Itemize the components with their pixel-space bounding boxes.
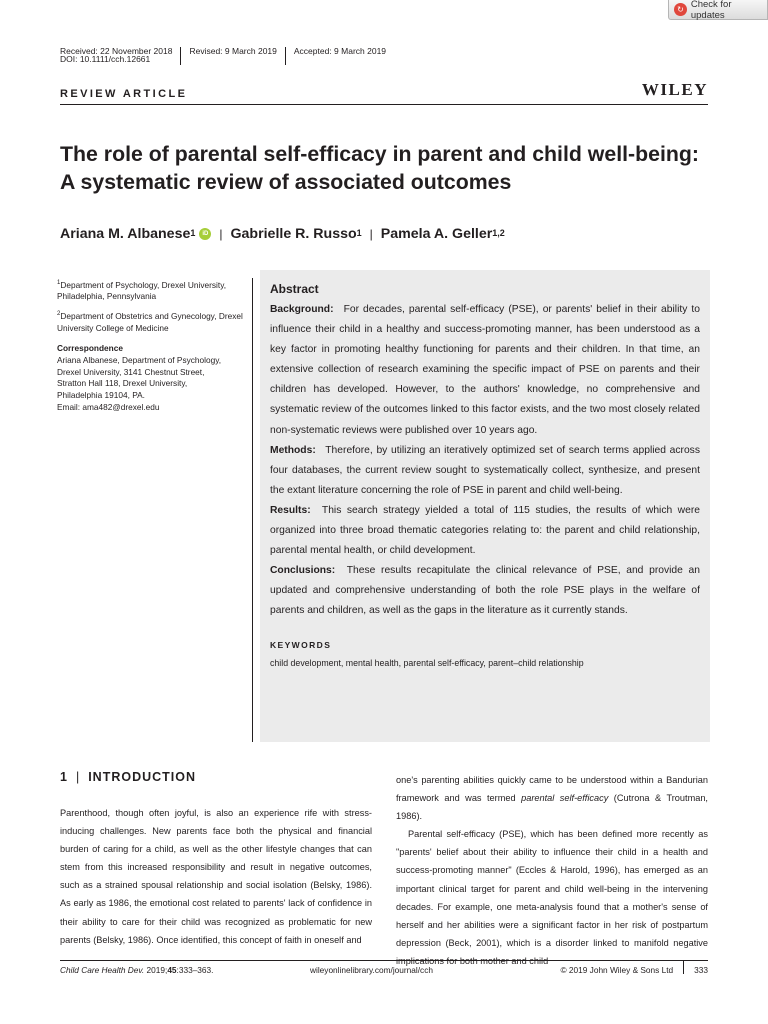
abstract-results (270, 501, 700, 561)
section-label: Background: (270, 304, 334, 315)
author-name[interactable]: Ariana M. Albanese (60, 226, 191, 242)
correspondence-email[interactable]: Email: ama482@drexel.edu (57, 401, 160, 412)
section-number: 1 (60, 770, 68, 784)
page-footer (60, 965, 708, 975)
keywords-list: child development, mental health, parental self-efficacy, parent–child relationship (270, 657, 584, 668)
section-label: Results: (270, 504, 311, 516)
accepted-date: Accepted: 9 March 2019 (293, 46, 387, 56)
correspondence-line: Ariana Albanese, Department of Psychology, (57, 355, 222, 366)
update-badge-icon: ↻ (674, 3, 687, 16)
section-text: For decades, parental self-efficacy (PSE), or parents' belief in their ability to influence their child in a healthy and success-promoting manner, has been understood as a key factor in promoting healthy functioning for parents and their children. In that time, an extensive collection of research examining the specific impact of PSE on parents and their children has developed. However, to the authors' knowledge, no comprehensive and systematic review of the outcomes linked to this factor exists, and the two most closely related non-systematic reviews were published over 10 years ago. (270, 304, 700, 436)
revised-date: Revised: 9 March 2019 (189, 46, 277, 56)
section-text: This search strategy yielded a total of 115 studies, the results of which were organized into three broad thematic categories relating to: the parent and child relationship, parental mental health, or child development. (270, 504, 700, 557)
author-name[interactable]: Pamela A. Geller (380, 226, 493, 242)
author-affiliation-sup: 1,2 (492, 228, 505, 238)
author-list (60, 226, 505, 242)
received-date: Received: 22 November 2018 (60, 46, 173, 56)
correspondence-heading: Correspondence (57, 343, 123, 354)
correspondence-line: Philadelphia 19104, PA. (57, 390, 145, 401)
title-line-2: A systematic review of associated outcomes (60, 170, 512, 194)
affiliations-panel (57, 278, 247, 414)
check-for-updates-button[interactable] (668, 0, 768, 20)
title-line-1: The role of parental self-efficacy in parent and child well-being: (60, 142, 700, 166)
journal-url[interactable]: wileyonlinelibrary.com/journal/cch (310, 965, 433, 975)
affiliation-text: Department of Obstetrics and Gynecology, Drexel University College of Medicine (57, 310, 243, 333)
citation-pages: :333–363. (176, 965, 214, 975)
footer-divider (60, 960, 708, 961)
author-separator: | (219, 227, 223, 241)
intro-paragraph: Parenthood, though often joyful, is also an experience rife with stress-inducing challenges. New parents face both the physical and financial burden of caring for a child, as well as the other lifestyle changes that can stem from this increased responsibility and result in negative outcomes, such as a strained spousal relationship and social isolation (Belsky, 1986). As early as 1986, the emotional cost related to parents' lack of confidence in their ability to care for their child was recognized as problematic for new parents (Belsky, 1986). Once identified, this concept of faith in oneself and (60, 808, 372, 945)
intro-paragraph (396, 771, 708, 825)
author-separator: | (369, 227, 373, 241)
correspondence-line: Stratton Hall 118, Drexel University, (57, 378, 188, 389)
abstract-heading: Abstract (270, 282, 319, 296)
intro-paragraph: Parental self-efficacy (PSE), which has been defined more recently as "parents' belief about their ability to influence their child in a health and success-promoting manner" (Eccles & Harold, 1996), has emerged as an important clinical target for parent and child well-being in the intervening decades. For example, one meta-analysis found that a mother's sense of herself and her abilities were a significant factor in her risk of postpartum depression (Beck, 2001), which is a disorder linked to manifold negative (396, 829, 708, 948)
author-affiliation-sup: 1 (190, 228, 196, 238)
italic-term: parental self-efficacy (521, 793, 609, 804)
author-affiliation-sup: 1 (356, 228, 362, 238)
article-type: REVIEW ARTICLE (60, 88, 188, 100)
affiliation-text: Department of Psychology, Drexel University, Philadelphia, Pennsylvania (57, 279, 227, 302)
abstract-background (270, 300, 700, 441)
section-heading-introduction (60, 770, 196, 784)
article-title (60, 140, 720, 196)
section-label: Conclusions: (270, 565, 336, 577)
abstract-box (260, 270, 710, 742)
page-number: 333 (694, 965, 708, 975)
check-updates-label: Check for updates (690, 0, 732, 21)
publisher-logo: WILEY (641, 80, 708, 99)
correspondence-line: Drexel University, 3141 Chestnut Street, (57, 366, 205, 377)
citation-year: 2019; (146, 965, 168, 975)
section-label: Methods: (270, 444, 316, 456)
journal-citation (60, 965, 310, 975)
copyright: © 2019 John Wiley & Sons Ltd (560, 965, 674, 975)
journal-name: Child Care Health Dev. (60, 965, 145, 975)
section-text: These results recapitulate the clinical relevance of PSE, and provide an updated and comprehensive understanding of both the role PSE plays in the welfare of parents and children, as well as the gaps in the literature as it currently stands. (270, 565, 700, 617)
header-divider (60, 104, 708, 105)
section-title: INTRODUCTION (88, 770, 197, 784)
affiliation-2 (57, 309, 247, 334)
body-column-right (396, 771, 708, 970)
affiliation-1 (57, 278, 247, 303)
body-column-left (60, 804, 372, 949)
keywords-heading: KEYWORDS (270, 639, 332, 650)
section-separator: | (75, 770, 81, 784)
column-divider (252, 278, 253, 742)
doi-link[interactable]: DOI: 10.1111/cch.12661 (60, 54, 151, 64)
orcid-icon[interactable]: iD (199, 228, 211, 240)
citation-volume: 45 (167, 965, 177, 975)
author-name[interactable]: Gabrielle R. Russo (230, 226, 357, 242)
abstract-conclusions (270, 561, 700, 621)
affiliation-sup: 1 (57, 280, 61, 286)
paragraph-text: (Cutrona & Troutman, 1986). (396, 793, 708, 822)
affiliation-sup: 2 (57, 311, 61, 318)
abstract-methods (270, 441, 700, 501)
paragraph-text: one's parenting abilities quickly came to be understood within a Bandurian framework and was termed (396, 775, 708, 804)
section-text: Therefore, by utilizing an iteratively optimized set of search terms applied across four databases, the current review sought to systematically collect, synthesize, and present the extant literature concerning the role of PSE in parent and child well-being. (270, 444, 700, 496)
